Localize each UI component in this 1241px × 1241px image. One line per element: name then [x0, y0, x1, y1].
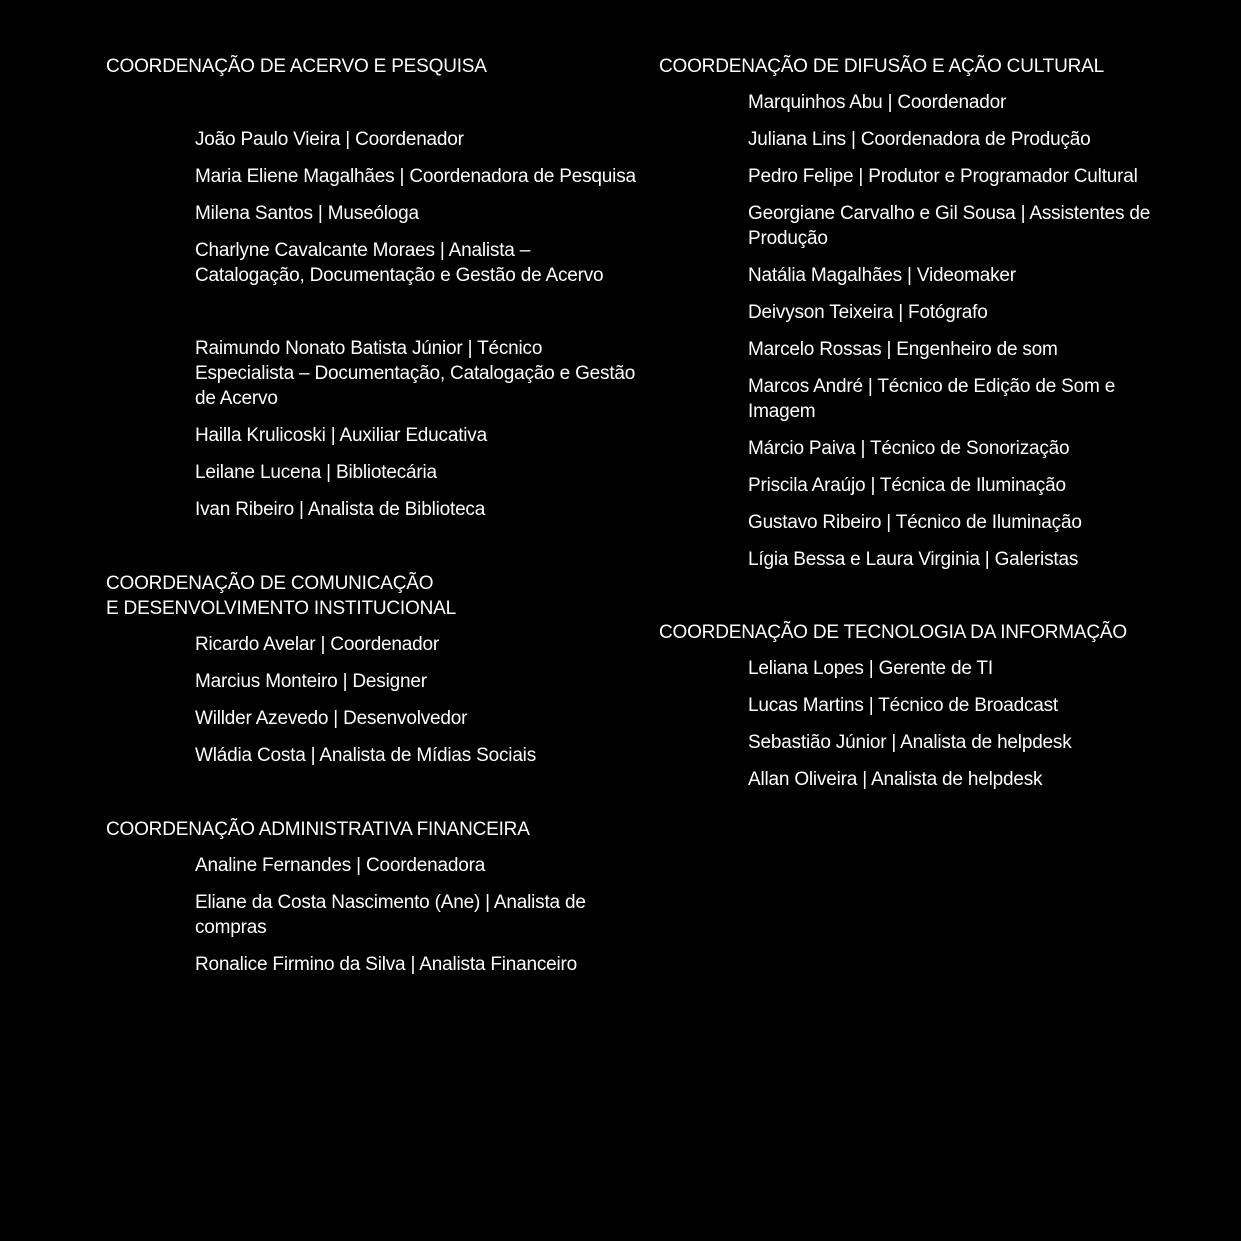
member-item: Ronalice Firmino da Silva | Analista Financeiro	[195, 954, 578, 975]
section-administrativa-financeira	[106, 817, 636, 977]
member-item: Gustavo Ribeiro | Técnico de Iluminação	[748, 512, 1082, 533]
member-list	[106, 853, 636, 977]
member-item: Milena Santos | Museóloga	[195, 203, 419, 224]
section-comunicacao-institucional	[106, 571, 636, 768]
member-item: Ricardo Avelar | Coordenador	[195, 634, 440, 655]
section-title-line: COORDENAÇÃO DE COMUNICAÇÃO	[106, 573, 434, 594]
section-tecnologia-informacao	[659, 620, 1179, 792]
member-item: Márcio Paiva | Técnico de Sonorização	[748, 438, 1070, 459]
member-item: Hailla Krulicoski | Auxiliar Educativa	[195, 425, 487, 446]
member-item: Leilane Lucena | Bibliotecária	[195, 462, 437, 483]
member-item: Marquinhos Abu | Coordenador	[748, 92, 1007, 113]
member-item: Maria Eliene Magalhães | Coordenadora de Pesquisa	[195, 166, 636, 187]
right-column	[659, 54, 1179, 792]
member-list	[659, 90, 1179, 572]
member-item: Sebastião Júnior | Analista de helpdesk	[748, 732, 1072, 753]
member-item: Wládia Costa | Analista de Mídias Sociais	[195, 745, 537, 766]
section-title-line: E DESENVOLVIMENTO INSTITUCIONAL	[106, 598, 456, 619]
member-item: Natália Magalhães | Videomaker	[748, 265, 1016, 286]
member-item: Willder Azevedo | Desenvolvedor	[195, 708, 468, 729]
member-item: Deivyson Teixeira | Fotógrafo	[748, 302, 988, 323]
member-item: Raimundo Nonato Batista Júnior | Técnico Especialista – Documentação, Catalogação e Gestão de Acervo	[195, 338, 636, 409]
member-item: Lucas Martins | Técnico de Broadcast	[748, 695, 1058, 716]
section-title: COORDENAÇÃO DE DIFUSÃO E AÇÃO CULTURAL	[659, 56, 1104, 77]
member-list	[106, 127, 636, 522]
member-item: Marcelo Rossas | Engenheiro de som	[748, 339, 1058, 360]
member-item: João Paulo Vieira | Coordenador	[195, 129, 464, 150]
member-item: Priscila Araújo | Técnica de Iluminação	[748, 475, 1066, 496]
member-item: Leliana Lopes | Gerente de TI	[748, 658, 993, 679]
section-acervo-pesquisa	[106, 54, 636, 522]
member-item: Marcos André | Técnico de Edição de Som e Imagem	[748, 376, 1116, 422]
member-item: Ivan Ribeiro | Analista de Biblioteca	[195, 499, 486, 520]
member-list	[106, 632, 636, 768]
section-title: COORDENAÇÃO DE TECNOLOGIA DA INFORMAÇÃO	[659, 622, 1127, 643]
member-item: Pedro Felipe | Produtor e Programador Cultural	[748, 166, 1138, 187]
section-title	[106, 571, 636, 621]
member-item: Georgiane Carvalho e Gil Sousa | Assistentes de Produção	[748, 203, 1151, 249]
section-title: COORDENAÇÃO DE ACERVO E PESQUISA	[106, 56, 487, 77]
member-item: Eliane da Costa Nascimento (Ane) | Analista de compras	[195, 892, 586, 938]
section-difusao-acao-cultural	[659, 54, 1179, 572]
member-item: Allan Oliveira | Analista de helpdesk	[748, 769, 1043, 790]
member-item: Analine Fernandes | Coordenadora	[195, 855, 486, 876]
member-list	[659, 656, 1179, 792]
member-item: Lígia Bessa e Laura Virginia | Galeristas	[748, 549, 1079, 570]
member-item: Juliana Lins | Coordenadora de Produção	[748, 129, 1091, 150]
member-item: Charlyne Cavalcante Moraes | Analista – Catalogação, Documentação e Gestão de Acervo	[195, 240, 604, 286]
member-item: Marcius Monteiro | Designer	[195, 671, 427, 692]
left-column	[106, 54, 636, 977]
section-title: COORDENAÇÃO ADMINISTRATIVA FINANCEIRA	[106, 819, 530, 840]
